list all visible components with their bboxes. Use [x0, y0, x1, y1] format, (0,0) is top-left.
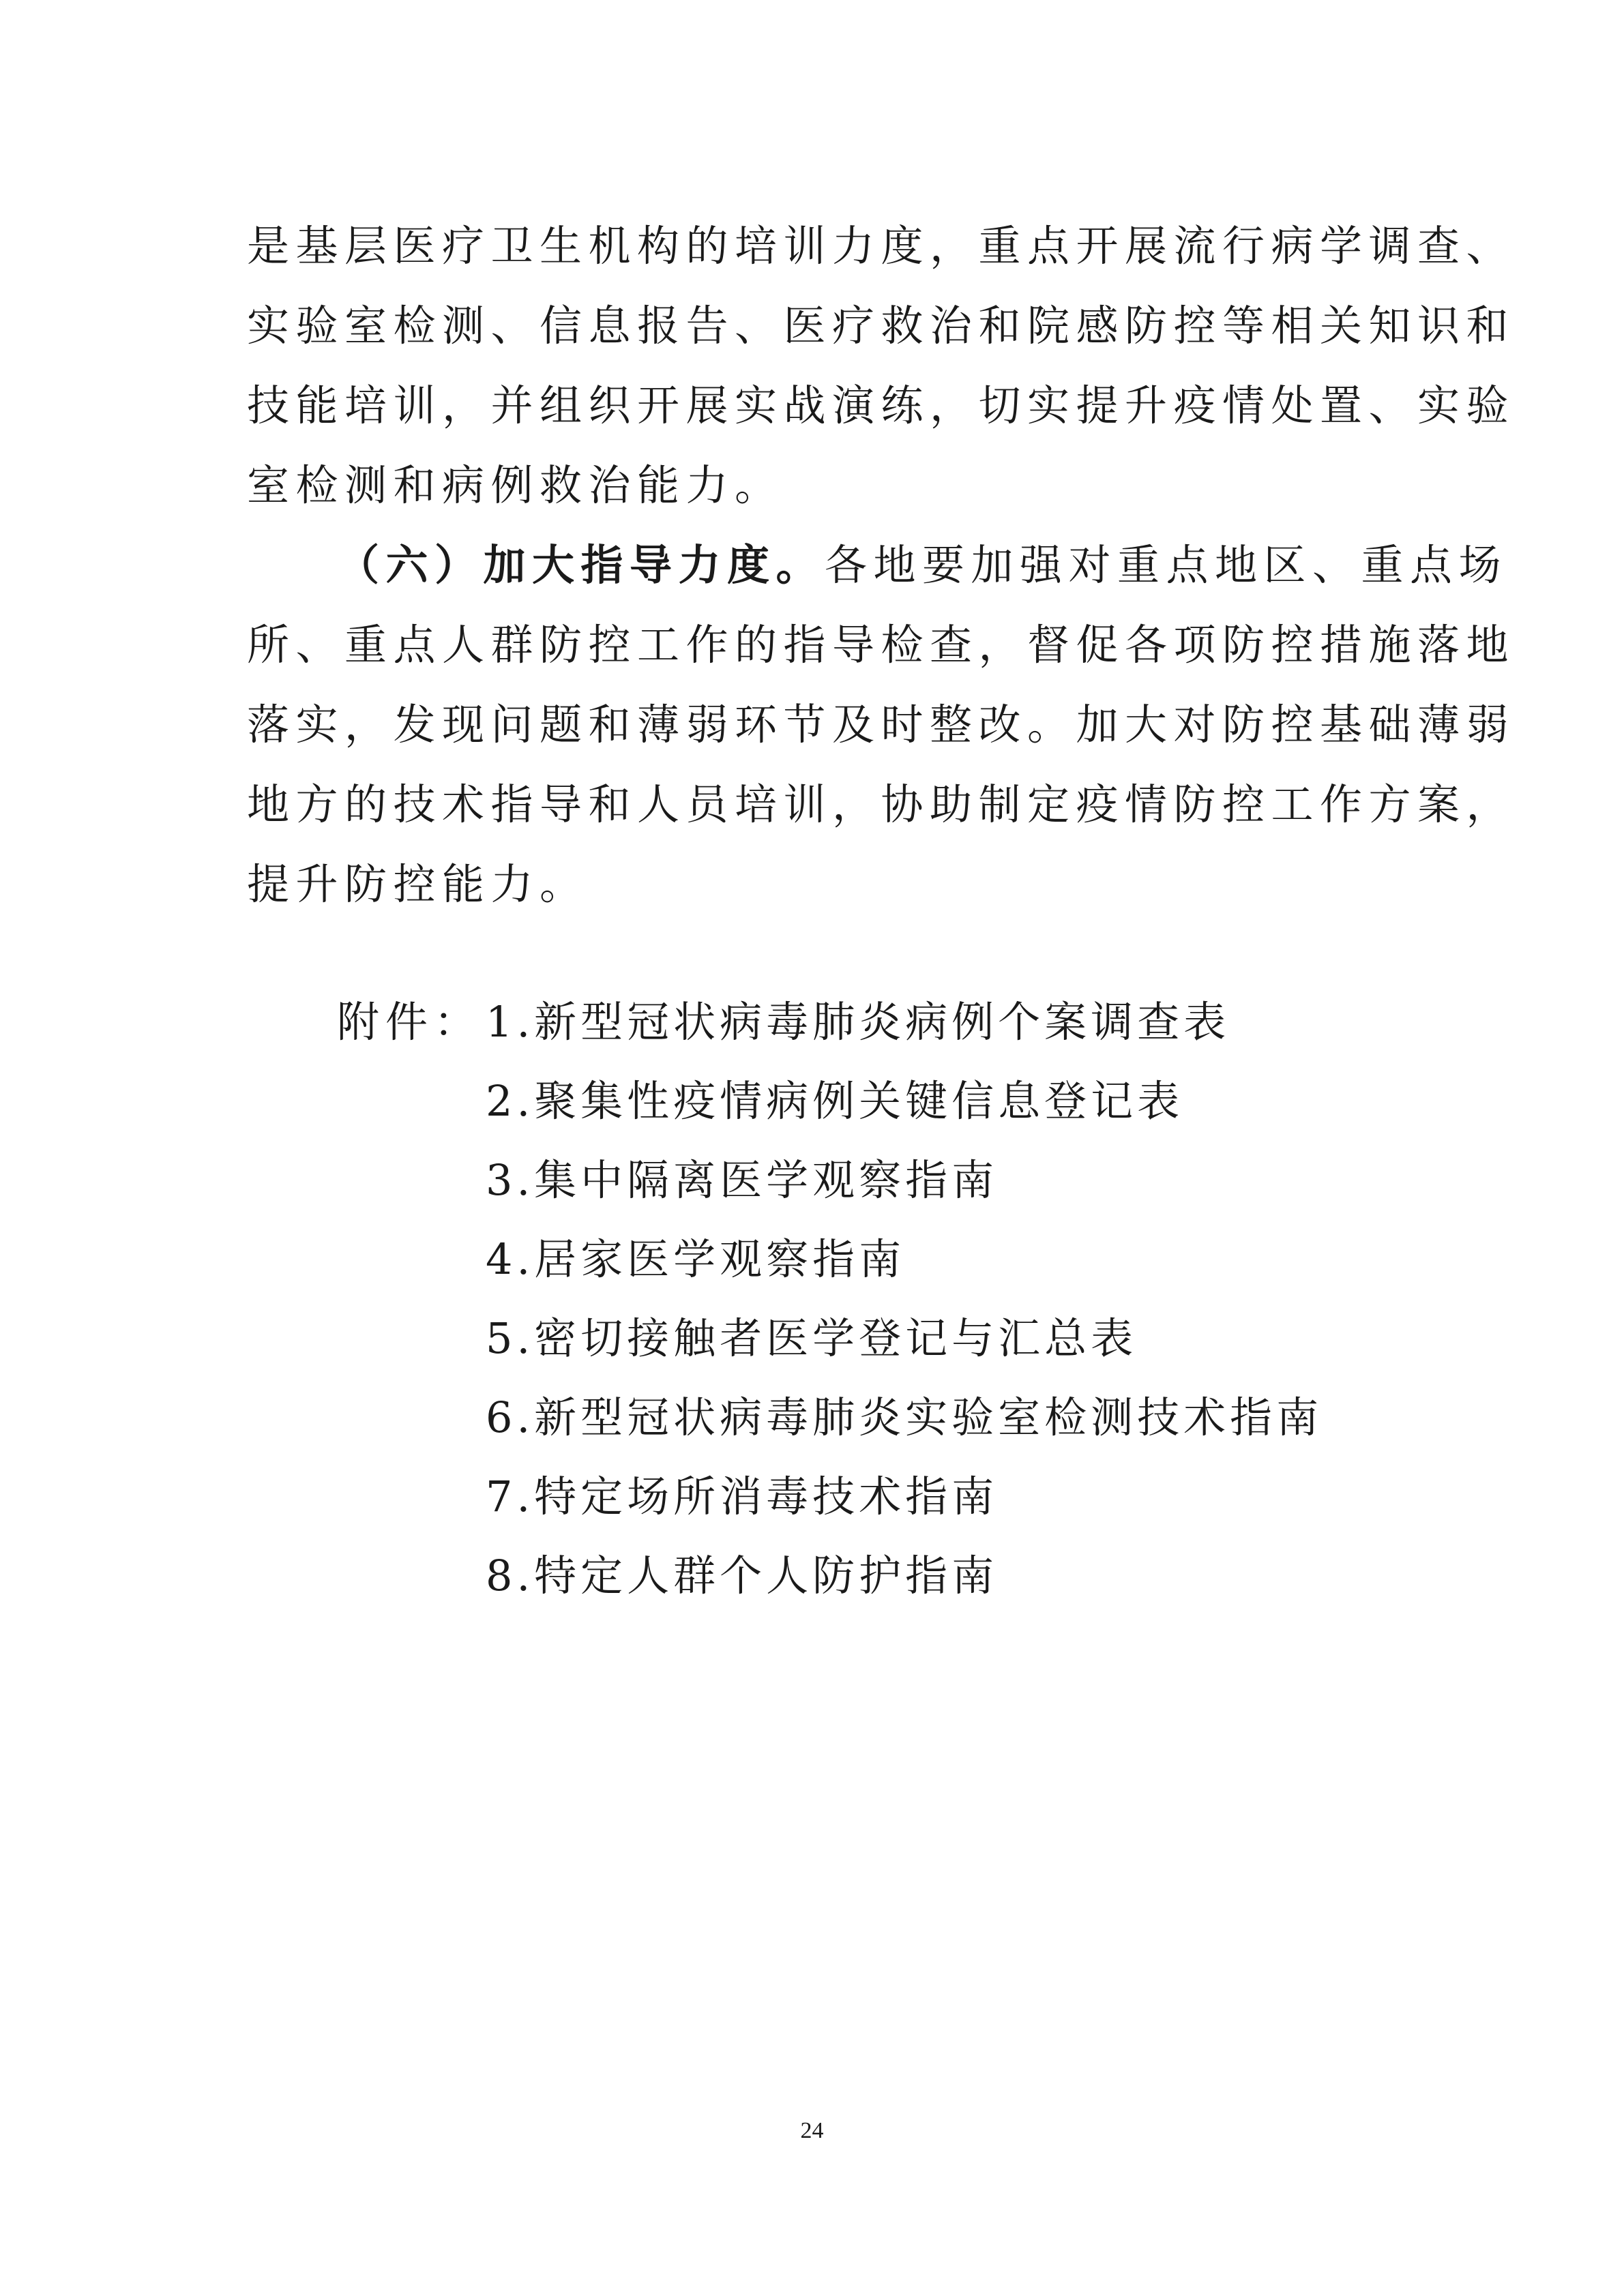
paragraph-2-line-1 [337, 540, 1508, 590]
attachment-item-4: 4.居家医学观察指南 [486, 1234, 906, 1284]
attachment-item-3: 3.集中隔离医学观察指南 [486, 1155, 999, 1205]
attachment-item-8: 8.特定人群个人防护指南 [486, 1551, 999, 1600]
paragraph-2-line-4: 地方的技术指导和人员培训，协助制定疫情防控工作方案， [247, 779, 1516, 829]
paragraph-1-line-1: 是基层医疗卫生机构的培训力度，重点开展流行病学调查、 [247, 221, 1516, 271]
attachment-item-5: 5.密切接触者医学登记与汇总表 [486, 1313, 1138, 1363]
attachment-item-7: 7.特定场所消毒技术指南 [486, 1472, 999, 1521]
page-number: 24 [800, 2118, 824, 2143]
paragraph-1-line-2: 实验室检测、信息报告、医疗救治和院感防控等相关知识和 [247, 301, 1516, 351]
attachments-label: 附件： [337, 997, 483, 1047]
attachment-item-1: 1.新型冠状病毒肺炎病例个案调查表 [486, 997, 1230, 1047]
attachment-item-6: 6.新型冠状病毒肺炎实验室检测技术指南 [486, 1392, 1323, 1442]
paragraph-2-line-3: 落实，发现问题和薄弱环节及时整改。加大对防控基础薄弱 [247, 700, 1516, 749]
attachment-item-2: 2.聚集性疫情病例关键信息登记表 [486, 1076, 1184, 1126]
paragraph-2-line-2: 所、重点人群防控工作的指导检查，督促各项防控措施落地 [247, 620, 1516, 670]
paragraph-2-line-5: 提升防控能力。 [247, 859, 589, 909]
paragraph-2-line-1-text: 各地要加强对重点地区、重点场 [825, 540, 1508, 590]
paragraph-1-line-3: 技能培训，并组织开展实战演练，切实提升疫情处置、实验 [247, 381, 1516, 430]
paragraph-1-line-4: 室检测和病例救治能力。 [247, 460, 784, 510]
section-heading-6: （六）加大指导力度。 [337, 540, 825, 590]
